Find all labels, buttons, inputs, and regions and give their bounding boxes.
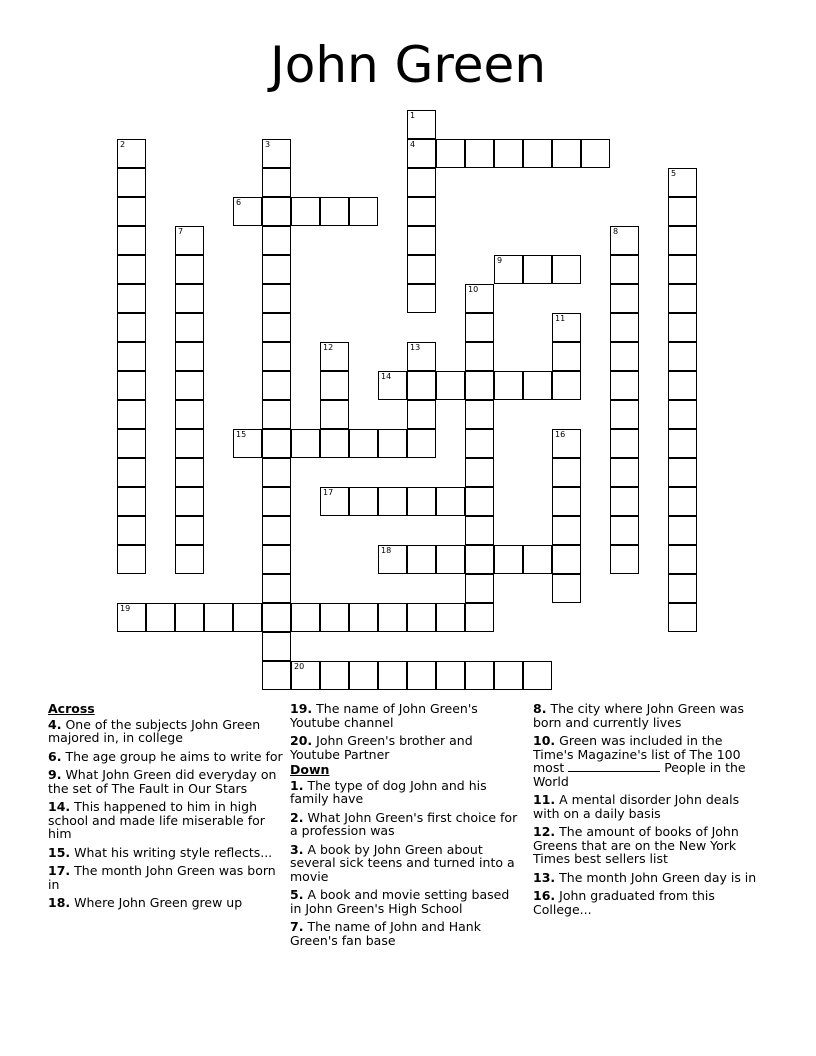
crossword-cell[interactable] [407, 603, 436, 632]
clue-down-10: 10. Green was included in the Time's Magazine's list of The 100 most People in the World [533, 733, 746, 789]
crossword-cell[interactable] [552, 429, 581, 458]
clue-across-19: 19. The name of John Green's Youtube channel [290, 701, 478, 730]
crossword-cell[interactable] [465, 313, 494, 342]
cell-number: 19 [120, 604, 131, 613]
crossword-cell[interactable] [175, 603, 204, 632]
crossword-cell[interactable] [523, 255, 552, 284]
crossword-cell[interactable] [668, 429, 697, 458]
crossword-cell[interactable] [610, 487, 639, 516]
crossword-cell[interactable] [494, 139, 523, 168]
crossword-cell[interactable] [262, 284, 291, 313]
clue-down-12: 12. The amount of books of John Greens that are on the New York Times best sellers list [533, 824, 739, 866]
crossword-cell[interactable] [117, 226, 146, 255]
crossword-cell[interactable] [610, 284, 639, 313]
crossword-cell[interactable] [262, 371, 291, 400]
cell-number: 5 [671, 169, 677, 178]
clue-down-5: 5. A book and movie setting based in John Green's High School [290, 887, 510, 916]
crossword-cell[interactable] [610, 400, 639, 429]
crossword-cell[interactable] [117, 545, 146, 574]
crossword-cell[interactable] [465, 342, 494, 371]
crossword-cell[interactable] [523, 661, 552, 690]
crossword-cell[interactable] [262, 429, 291, 458]
clue-down-1: 1. The type of dog John and his family have [290, 777, 487, 806]
crossword-cell[interactable] [407, 429, 436, 458]
crossword-cell[interactable] [320, 342, 349, 371]
clue-across-14: 14. This happened to him in high school and made life miserable for him [48, 799, 265, 841]
crossword-cell[interactable] [610, 516, 639, 545]
crossword-cell[interactable] [349, 603, 378, 632]
cell-number: 2 [120, 140, 126, 149]
crossword-cell[interactable] [291, 429, 320, 458]
crossword-cell[interactable] [117, 255, 146, 284]
crossword-cell[interactable] [175, 545, 204, 574]
crossword-cell[interactable] [494, 371, 523, 400]
crossword-cell[interactable] [465, 139, 494, 168]
crossword-cell[interactable] [117, 400, 146, 429]
cell-number: 14 [381, 372, 392, 381]
page-title: John Green [269, 36, 547, 94]
crossword-cell[interactable] [378, 603, 407, 632]
crossword-cell[interactable] [668, 516, 697, 545]
answer-blank [568, 761, 660, 772]
crossword-cell[interactable] [175, 516, 204, 545]
crossword-cell[interactable] [465, 429, 494, 458]
crossword-cell[interactable] [262, 313, 291, 342]
crossword-cell[interactable] [175, 342, 204, 371]
crossword-cell[interactable] [465, 487, 494, 516]
crossword-cell[interactable] [291, 197, 320, 226]
crossword-cell[interactable] [320, 603, 349, 632]
crossword-cell[interactable] [668, 197, 697, 226]
crossword-cell[interactable] [552, 516, 581, 545]
crossword-cell[interactable] [668, 487, 697, 516]
clue-across-20: 20. John Green's brother and Youtube Partner [290, 733, 473, 762]
crossword-cell[interactable] [175, 371, 204, 400]
clue-across-15: 15. What his writing style reflects... [48, 844, 273, 860]
clues-column-3 [533, 702, 765, 921]
clue-across-9: 9. What John Green did everyday on the set of The Fault in Our Stars [48, 767, 277, 796]
crossword-cell[interactable] [668, 342, 697, 371]
crossword-cell[interactable] [378, 661, 407, 690]
cell-number: 4 [410, 140, 416, 149]
crossword-cell[interactable] [552, 139, 581, 168]
crossword-cell[interactable] [465, 574, 494, 603]
crossword-cell[interactable] [436, 371, 465, 400]
clue-down-16: 16. John graduated from this College... [533, 888, 715, 917]
crossword-cell[interactable] [175, 313, 204, 342]
crossword-cell[interactable] [320, 487, 349, 516]
crossword-cell[interactable] [175, 400, 204, 429]
crossword-cell[interactable] [262, 458, 291, 487]
clue-down-7: 7. The name of John and Hank Green's fan base [290, 919, 481, 948]
crossword-cell[interactable] [349, 661, 378, 690]
crossword-cell[interactable] [523, 371, 552, 400]
clues-column-2 [290, 702, 522, 952]
crossword-cell[interactable] [610, 255, 639, 284]
crossword-cell[interactable] [407, 226, 436, 255]
crossword-cell[interactable] [262, 168, 291, 197]
crossword-cell[interactable] [320, 371, 349, 400]
across-heading: Across [48, 701, 95, 716]
crossword-cell[interactable] [262, 603, 291, 632]
crossword-cell[interactable] [552, 255, 581, 284]
crossword-cell[interactable] [610, 371, 639, 400]
cell-number: 11 [555, 314, 566, 323]
crossword-cell[interactable] [610, 342, 639, 371]
crossword-cell[interactable] [117, 197, 146, 226]
crossword-cell[interactable] [465, 516, 494, 545]
crossword-cell[interactable] [349, 197, 378, 226]
crossword-cell[interactable] [262, 516, 291, 545]
cell-number: 3 [265, 140, 271, 149]
crossword-cell[interactable] [465, 400, 494, 429]
crossword-cell[interactable] [204, 603, 233, 632]
crossword-cell[interactable] [407, 400, 436, 429]
crossword-cell[interactable] [262, 342, 291, 371]
crossword-cell[interactable] [117, 139, 146, 168]
crossword-cell[interactable] [407, 371, 436, 400]
crossword-cell[interactable] [610, 226, 639, 255]
crossword-cell[interactable] [378, 545, 407, 574]
crossword-cell[interactable] [407, 197, 436, 226]
clue-across-4: 4. One of the subjects John Green majored in, in college [48, 716, 261, 745]
crossword-cell[interactable] [523, 545, 552, 574]
crossword-cell[interactable] [175, 226, 204, 255]
crossword-cell[interactable] [175, 284, 204, 313]
crossword-cell[interactable] [175, 429, 204, 458]
clues-column-1 [48, 702, 288, 915]
crossword-cell[interactable] [117, 487, 146, 516]
crossword-cell[interactable] [668, 371, 697, 400]
clue-down-3: 3. A book by John Green about several sick teens and turned into a movie [290, 841, 515, 884]
crossword-cell[interactable] [552, 371, 581, 400]
crossword-cell[interactable] [552, 487, 581, 516]
crossword-cell[interactable] [523, 139, 552, 168]
crossword-cell[interactable] [117, 284, 146, 313]
crossword-cell[interactable] [262, 255, 291, 284]
cell-number: 17 [323, 488, 334, 497]
crossword-cell[interactable] [378, 371, 407, 400]
crossword-cell[interactable] [117, 516, 146, 545]
crossword-cell[interactable] [378, 429, 407, 458]
crossword-cell[interactable] [668, 545, 697, 574]
crossword-cell[interactable] [262, 545, 291, 574]
crossword-cell[interactable] [320, 429, 349, 458]
crossword-cell[interactable] [610, 545, 639, 574]
crossword-cell[interactable] [407, 342, 436, 371]
crossword-cell[interactable] [320, 197, 349, 226]
crossword-cell[interactable] [436, 545, 465, 574]
clue-down-2: 2. What John Green's first choice for a profession was [290, 809, 518, 838]
crossword-cell[interactable] [407, 284, 436, 313]
crossword-cell[interactable] [465, 603, 494, 632]
cell-number: 10 [468, 285, 479, 294]
crossword-cell[interactable] [117, 429, 146, 458]
crossword-cell[interactable] [465, 661, 494, 690]
crossword-cell[interactable] [262, 139, 291, 168]
crossword-cell[interactable] [117, 371, 146, 400]
crossword-cell[interactable] [407, 255, 436, 284]
crossword-cell[interactable] [291, 661, 320, 690]
crossword-cell[interactable] [349, 429, 378, 458]
crossword-cell[interactable] [494, 255, 523, 284]
crossword-cell[interactable] [349, 487, 378, 516]
crossword-cell[interactable] [668, 168, 697, 197]
crossword-cell[interactable] [407, 168, 436, 197]
crossword-cell[interactable] [175, 255, 204, 284]
crossword-cell[interactable] [610, 458, 639, 487]
down-heading: Down [290, 762, 330, 777]
crossword-cell[interactable] [378, 487, 407, 516]
crossword-cell[interactable] [610, 429, 639, 458]
crossword-cell[interactable] [117, 342, 146, 371]
cell-number: 16 [555, 430, 566, 439]
crossword-cell[interactable] [407, 110, 436, 139]
crossword-cell[interactable] [465, 545, 494, 574]
crossword-cell[interactable] [117, 168, 146, 197]
crossword-cell[interactable] [668, 226, 697, 255]
crossword-cell[interactable] [175, 458, 204, 487]
clue-across-18: 18. Where John Green grew up [48, 895, 243, 910]
crossword-cell[interactable] [581, 139, 610, 168]
crossword-cell[interactable] [262, 400, 291, 429]
crossword-cell[interactable] [262, 197, 291, 226]
crossword-cell[interactable] [320, 661, 349, 690]
crossword-cell[interactable] [233, 429, 262, 458]
crossword-cell[interactable] [552, 458, 581, 487]
crossword-cell[interactable] [262, 574, 291, 603]
crossword-cell[interactable] [175, 487, 204, 516]
crossword-cell[interactable] [668, 458, 697, 487]
crossword-cell[interactable] [117, 603, 146, 632]
crossword-cell[interactable] [465, 371, 494, 400]
crossword-cell[interactable] [668, 313, 697, 342]
clue-down-8: 8. The city where John Green was born and currently lives [533, 701, 745, 730]
crossword-cell[interactable] [117, 458, 146, 487]
crossword-cell[interactable] [320, 400, 349, 429]
crossword-cell[interactable] [117, 313, 146, 342]
crossword-cell[interactable] [668, 603, 697, 632]
crossword-cell[interactable] [668, 400, 697, 429]
crossword-cell[interactable] [262, 226, 291, 255]
crossword-cell[interactable] [552, 342, 581, 371]
crossword-cell[interactable] [465, 458, 494, 487]
clue-down-13: 13. The month John Green day is in [533, 869, 757, 885]
cell-number: 13 [410, 343, 421, 352]
crossword-cell[interactable] [494, 545, 523, 574]
crossword-cell[interactable] [552, 313, 581, 342]
crossword-cell[interactable] [407, 545, 436, 574]
clue-down-11: 11. A mental disorder John deals with on a daily basis [533, 792, 740, 821]
cell-number: 15 [236, 430, 247, 439]
crossword-cell[interactable] [262, 661, 291, 690]
crossword-cell[interactable] [436, 487, 465, 516]
clue-across-17: 17. The month John Green was born in [48, 863, 276, 892]
crossword-cell[interactable] [436, 661, 465, 690]
crossword-cell[interactable] [233, 197, 262, 226]
cell-number: 18 [381, 546, 392, 555]
cell-number: 7 [178, 227, 184, 236]
crossword-cell[interactable] [436, 139, 465, 168]
cell-number: 9 [497, 256, 503, 265]
cell-number: 8 [613, 227, 619, 236]
crossword-cell[interactable] [262, 487, 291, 516]
cell-number: 20 [294, 662, 305, 671]
clue-across-6: 6. The age group he aims to write for [48, 748, 283, 764]
cell-number: 12 [323, 343, 334, 352]
crossword-cell[interactable] [407, 487, 436, 516]
crossword-cell[interactable] [146, 603, 175, 632]
crossword-cell[interactable] [552, 574, 581, 603]
cell-number: 1 [410, 111, 416, 120]
crossword-cell[interactable] [407, 661, 436, 690]
crossword-cell[interactable] [668, 574, 697, 603]
crossword-cell[interactable] [262, 632, 291, 661]
cell-number: 6 [236, 198, 242, 207]
crossword-cell[interactable] [668, 255, 697, 284]
crossword-cell[interactable] [610, 313, 639, 342]
crossword-cell[interactable] [407, 139, 436, 168]
crossword-cell[interactable] [668, 284, 697, 313]
crossword-cell[interactable] [494, 661, 523, 690]
crossword-cell[interactable] [291, 603, 320, 632]
crossword-cell[interactable] [465, 284, 494, 313]
crossword-cell[interactable] [233, 603, 262, 632]
crossword-cell[interactable] [436, 603, 465, 632]
crossword-cell[interactable] [552, 545, 581, 574]
